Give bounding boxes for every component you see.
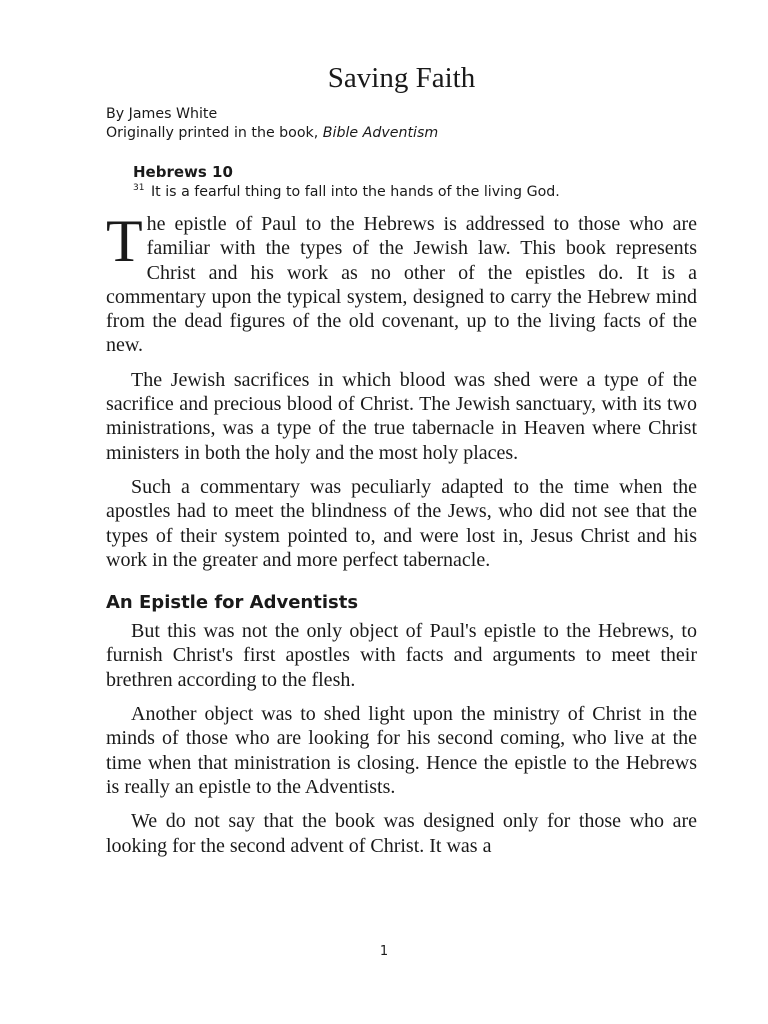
drop-cap: T — [106, 208, 143, 274]
verse-text: It is a fearful thing to fall into the hands of the living God. — [150, 184, 560, 200]
verse-number: 31 — [133, 183, 145, 194]
section-heading: An Epistle for Adventists — [106, 592, 359, 614]
section-paragraph-3: We do not say that the book was designed only for those who are looking for the second advent of Christ. It was a — [106, 810, 697, 857]
paragraph-3: Such a commentary was peculiarly adapted to the time when the apostles had to meet the blindness of the Jews, who did not see that the types of their system pointed to, and were lost in, Jesus Christ and his work in the greater and more perfect tabernacle. — [106, 475, 697, 571]
verse-reference: Hebrews 10 — [133, 163, 233, 181]
document-title: Saving Faith — [327, 62, 476, 94]
page-number: 1 — [379, 944, 389, 959]
source-prefix: Originally printed in the book, — [106, 125, 323, 141]
verse-line — [133, 182, 697, 202]
document-page — [106, 58, 697, 858]
paragraph-2: The Jewish sacrifices in which blood was shed were a type of the sacrifice and precious blood of Christ. The Jewish sanctuary, with its two ministrations, was a type of the true tabernacle in Heaven where Christ ministers in both the holy and the most holy places. — [106, 368, 697, 464]
author-line: By James White — [106, 106, 218, 122]
paragraph-1-text: he epistle of Paul to the Hebrews is addressed to those who are familiar with the types of the Jewish law. This book represents Christ and his work as no other of the epistles do. It is a commentary upon the typical system, designed to carry the Hebrew mind from the dead figures of the old covenant, up to the living facts of the new. — [106, 213, 697, 357]
source-book: Bible Adventism — [322, 125, 439, 141]
section-paragraph-2: Another object was to shed light upon the ministry of Christ in the minds of those who are looking for his second coming, who live at the time when that ministration is closing. Hence the epistle to the Hebrews is really an epistle to the Adventists. — [106, 703, 697, 798]
source-line — [106, 124, 697, 143]
paragraph-1 — [106, 208, 697, 358]
scripture-quote — [133, 162, 697, 202]
byline — [106, 105, 697, 143]
section-paragraph-1: But this was not the only object of Paul's epistle to the Hebrews, to furnish Christ's first apostles with facts and arguments to meet their brethren according to the flesh. — [106, 620, 697, 691]
